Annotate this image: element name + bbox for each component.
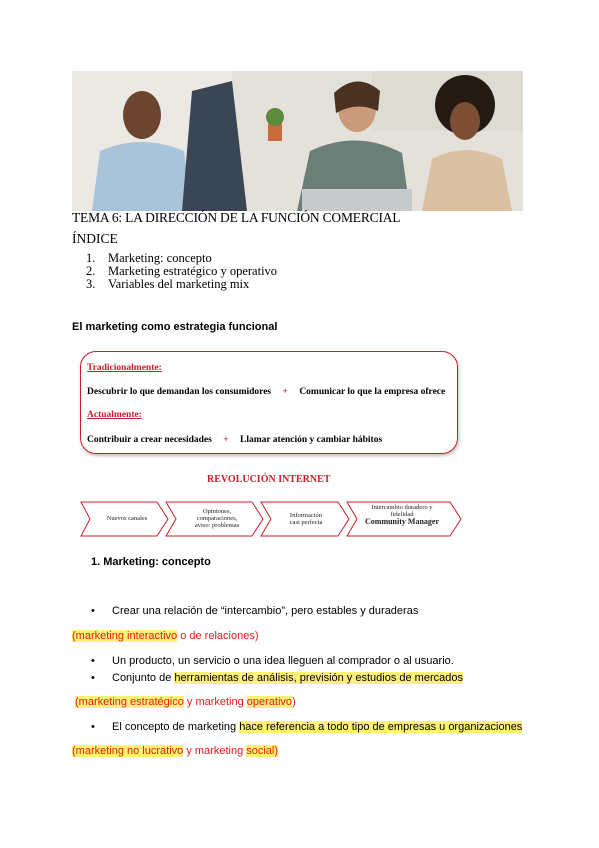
traditional-row: Descubrir lo que demandan los consumidores + Comunicar lo que la empresa ofrece [87, 387, 446, 397]
note-line: (marketing estratégico y marketing operativo) [75, 696, 296, 708]
revolution-title: REVOLUCIÓN INTERNET [207, 474, 331, 485]
office-people-image [72, 71, 523, 211]
document-title: TEMA 6: LA DIRECCIÓN DE LA FUNCIÓN COMERCIAL [72, 210, 401, 225]
current-row: Contribuir a crear necesidades + Llamar atención y cambiar hábitos [87, 435, 383, 445]
process-step-label: Nuevos canales [106, 515, 148, 522]
traditional-label: Tradicionalmente: [87, 363, 162, 373]
note-line: (marketing no lucrativo y marketing social) [72, 745, 279, 757]
note-line: (marketing interactivo o de relaciones) [72, 630, 259, 642]
bullet-item: • Crear una relación de “intercambio”, pero estables y duraderas [91, 605, 419, 617]
bullet-item: • Un producto, un servicio o una idea lleguen al comprador o al usuario. [91, 655, 454, 667]
toc-item: 1. Marketing: concepto [86, 251, 212, 265]
process-step-label: Opiniones, comparaciones, aviso: problemas [194, 508, 240, 529]
bullet-item: • El concepto de marketing hace referencia a todo tipo de empresas u organizaciones [91, 721, 523, 733]
process-step-label: Intercambio duradero y fidelidad Community Manager [365, 504, 439, 526]
bullet-item: • Conjunto de herramientas de análisis, previsión y estudios de mercados [91, 672, 463, 684]
marketing-evolution-box [80, 351, 458, 454]
toc-item: 3. Variables del marketing mix [86, 277, 250, 291]
table-of-contents [86, 252, 277, 291]
current-label: Actualmente: [87, 410, 142, 420]
toc-item: 2. Marketing estratégico y operativo [86, 264, 278, 278]
header-photo [72, 71, 523, 211]
revolution-process-diagram [80, 498, 462, 540]
section-heading: El marketing como estrategia funcional [72, 321, 278, 333]
process-step-label: Información casi perfecta [289, 512, 323, 526]
index-heading: ÍNDICE [72, 231, 118, 246]
concept-heading: 1. Marketing: concepto [91, 556, 211, 568]
